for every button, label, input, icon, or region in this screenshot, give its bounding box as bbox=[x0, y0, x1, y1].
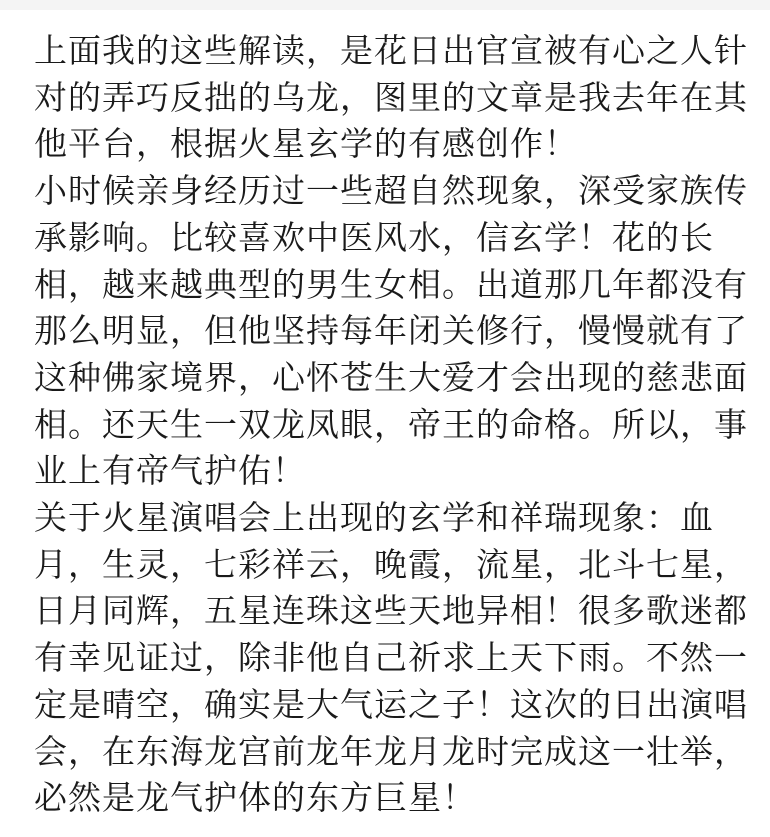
post-text-line: 定是晴空，确实是大气运之子！这次的日出演唱 bbox=[34, 684, 748, 724]
post-text-line: 他平台，根据火星玄学的有感创作！ bbox=[34, 124, 578, 164]
post-text-line: 月，生灵，七彩祥云，晚霞，流星，北斗七星， bbox=[34, 544, 748, 584]
post-text-line: 关于火星演唱会上出现的玄学和祥瑞现象：血 bbox=[34, 498, 714, 538]
post-text-line: 承影响。比较喜欢中医风水，信玄学！花的长 bbox=[34, 217, 714, 257]
post-text-line: 对的弄巧反拙的乌龙，图里的文章是我去年在其 bbox=[34, 77, 748, 117]
post-text-line: 必然是龙气护体的东方巨星！ bbox=[34, 778, 476, 818]
post-text-line: 有幸见证过，除非他自己祈求上天下雨。不然一 bbox=[34, 638, 748, 678]
post-text-line: 日月同辉，五星连珠这些天地异相！很多歌迷都 bbox=[34, 591, 748, 631]
post-text-line: 小时候亲身经历过一些超自然现象，深受家族传 bbox=[34, 171, 748, 211]
post-text-line: 相，越来越典型的男生女相。出道那几年都没有 bbox=[34, 264, 748, 304]
post-body bbox=[34, 28, 746, 822]
post-text-line: 上面我的这些解读，是花日出官宣被有心之人针 bbox=[34, 31, 748, 70]
top-edge-divider bbox=[0, 0, 770, 10]
post-text-line: 那么明显，但他坚持每年闭关修行，慢慢就有了 bbox=[34, 311, 748, 351]
post-text-line: 这种佛家境界，心怀苍生大爱才会出现的慈悲面 bbox=[34, 357, 748, 397]
post-text-line: 会，在东海龙宫前龙年龙月龙时完成这一壮举， bbox=[34, 731, 748, 771]
post-text-line: 业上有帝气护佑！ bbox=[34, 451, 306, 491]
post-text-line: 相。还天生一双龙凤眼，帝王的命格。所以，事 bbox=[34, 404, 748, 444]
